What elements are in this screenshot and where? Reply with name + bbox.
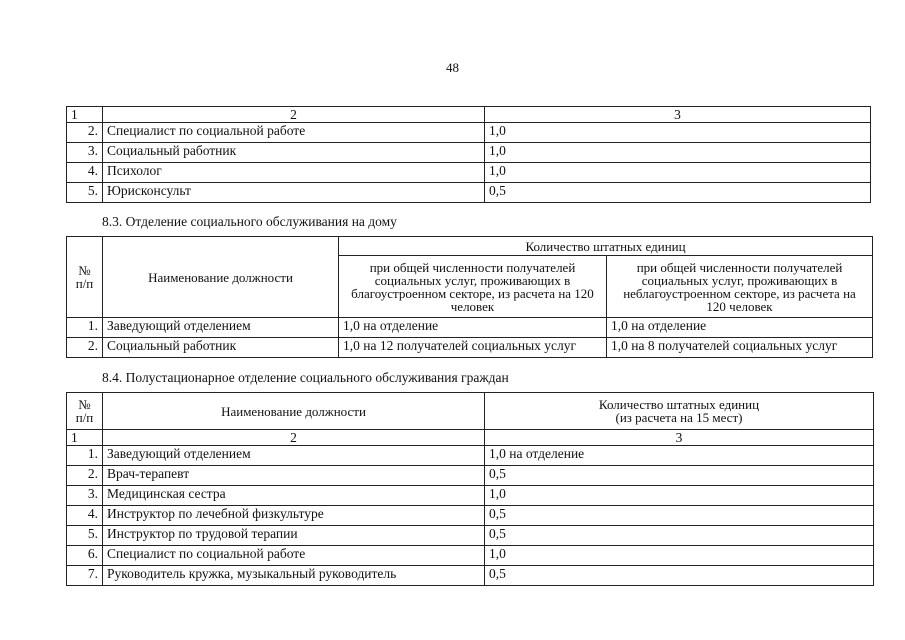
position-name: Юрисконсульт xyxy=(103,183,485,203)
home-service-staff-table xyxy=(66,236,873,358)
staff-count: 1,0 на отделение xyxy=(485,446,874,466)
staff-table-continued xyxy=(66,106,871,203)
row-number: 1. xyxy=(67,446,103,466)
staff-count: 0,5 xyxy=(485,183,871,203)
staff-count: 0,5 xyxy=(485,506,874,526)
table-row xyxy=(67,123,871,143)
row-number: 7. xyxy=(67,566,103,586)
position-name: Психолог xyxy=(103,163,485,183)
position-name: Специалист по социальной работе xyxy=(103,546,485,566)
column-header-staff-count: Количество штатных единиц (из расчета на 15 мест) xyxy=(485,393,874,430)
table-row xyxy=(67,526,874,546)
row-number: 4. xyxy=(67,163,103,183)
row-number: 3. xyxy=(67,143,103,163)
table-row xyxy=(67,466,874,486)
index-cell: 2 xyxy=(103,430,485,446)
table-row xyxy=(67,318,873,338)
column-header-number: № п/п xyxy=(67,393,103,430)
table-row xyxy=(67,143,871,163)
position-name: Инструктор по трудовой терапии xyxy=(103,526,485,546)
staff-count: 1,0 xyxy=(485,123,871,143)
table-row xyxy=(67,446,874,466)
position-name: Социальный работник xyxy=(103,338,339,358)
position-name: Медицинская сестра xyxy=(103,486,485,506)
staff-count: 1,0 xyxy=(485,163,871,183)
table-row xyxy=(67,566,874,586)
index-cell: 3 xyxy=(485,430,874,446)
staff-count-unimproved: 1,0 на отделение xyxy=(607,318,873,338)
table-index-row xyxy=(67,107,871,123)
position-name: Социальный работник xyxy=(103,143,485,163)
position-name: Заведующий отделением xyxy=(103,318,339,338)
index-cell: 2 xyxy=(103,107,485,123)
section-heading-8-4: 8.4. Полустационарное отделение социального обслуживания граждан xyxy=(102,370,509,385)
table-row xyxy=(67,486,874,506)
page-number: 48 xyxy=(446,60,459,75)
table-row xyxy=(67,163,871,183)
staff-count: 1,0 xyxy=(485,143,871,163)
staff-count: 0,5 xyxy=(485,566,874,586)
staff-count: 1,0 xyxy=(485,486,874,506)
column-header-staff-count: Количество штатных единиц xyxy=(339,237,873,256)
row-number: 2. xyxy=(67,338,103,358)
position-name: Врач-терапевт xyxy=(103,466,485,486)
row-number: 2. xyxy=(67,123,103,143)
column-header-position: Наименование должности xyxy=(103,393,485,430)
column-header-number: № п/п xyxy=(67,237,103,318)
table-row xyxy=(67,183,871,203)
table-row xyxy=(67,338,873,358)
staff-count: 0,5 xyxy=(485,466,874,486)
staff-count: 0,5 xyxy=(485,526,874,546)
position-name: Руководитель кружка, музыкальный руководитель xyxy=(103,566,485,586)
section-heading-8-3: 8.3. Отделение социального обслуживания на дому xyxy=(102,214,397,229)
staff-count-unimproved: 1,0 на 8 получателей социальных услуг xyxy=(607,338,873,358)
table-row xyxy=(67,506,874,526)
table-index-row xyxy=(67,430,874,446)
row-number: 5. xyxy=(67,183,103,203)
index-cell: 1 xyxy=(67,430,103,446)
row-number: 3. xyxy=(67,486,103,506)
table-header-row xyxy=(67,393,874,430)
table-header-row xyxy=(67,237,873,256)
position-name: Заведующий отделением xyxy=(103,446,485,466)
row-number: 1. xyxy=(67,318,103,338)
staff-count: 1,0 xyxy=(485,546,874,566)
position-name: Инструктор по лечебной физкультуре xyxy=(103,506,485,526)
row-number: 5. xyxy=(67,526,103,546)
table-row xyxy=(67,546,874,566)
row-number: 2. xyxy=(67,466,103,486)
staff-count-improved: 1,0 на 12 получателей социальных услуг xyxy=(339,338,607,358)
staff-count-improved: 1,0 на отделение xyxy=(339,318,607,338)
column-header-position: Наименование должности xyxy=(103,237,339,318)
row-number: 4. xyxy=(67,506,103,526)
row-number: 6. xyxy=(67,546,103,566)
column-header-improved-sector: при общей численности получателей социальных услуг, проживающих в благоустроенном секторе, из расчета на 120 человек xyxy=(339,256,607,318)
column-header-unimproved-sector: при общей численности получателей социальных услуг, проживающих в неблагоустроенном секторе, из расчета на 120 человек xyxy=(607,256,873,318)
index-cell: 1 xyxy=(67,107,103,123)
day-care-staff-table xyxy=(66,392,874,586)
index-cell: 3 xyxy=(485,107,871,123)
position-name: Специалист по социальной работе xyxy=(103,123,485,143)
